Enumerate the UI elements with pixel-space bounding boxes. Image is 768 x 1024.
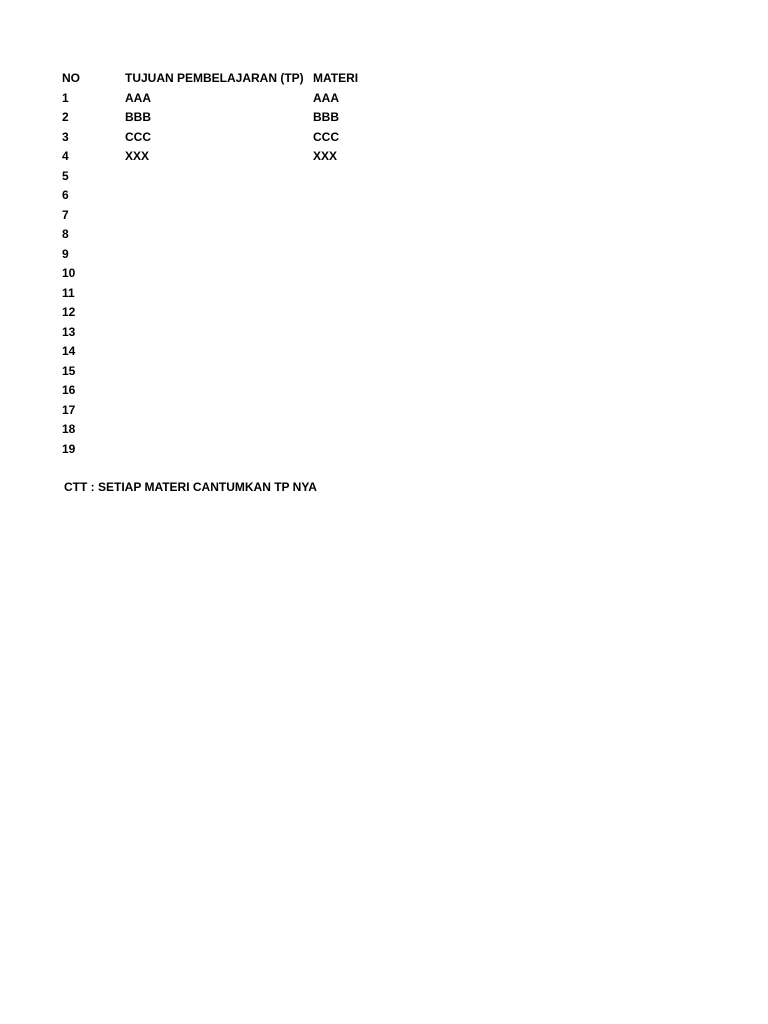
row-tp: BBB [125,110,151,124]
row-materi [313,245,433,265]
row-number: 1 [62,90,69,105]
row-materi [313,420,433,440]
table-row [62,225,433,245]
table-row [62,401,433,421]
table-body [62,89,433,460]
table-row [62,284,433,304]
table-row [62,186,433,206]
row-materi: AAA [313,90,339,105]
row-number: 5 [62,168,69,183]
row-tp [125,206,313,226]
row-tp [125,342,313,362]
row-materi: CCC [313,129,339,144]
row-tp [125,303,313,323]
row-materi [313,323,433,343]
row-number: 6 [62,188,69,202]
row-number: 13 [62,324,76,339]
table-header [62,69,433,89]
row-tp [125,186,313,206]
row-number: 15 [62,363,76,378]
header-no: NO [62,71,80,85]
row-materi [313,225,433,245]
row-number: 2 [62,110,69,124]
row-tp [125,381,313,401]
row-materi [313,342,433,362]
table-row [62,342,433,362]
row-tp [125,323,313,343]
row-materi [313,167,433,187]
row-tp [125,420,313,440]
row-materi: BBB [313,110,339,124]
table-row [62,381,433,401]
table-row [62,440,433,460]
table-row [62,323,433,343]
table-row [62,167,433,187]
row-number: 3 [62,129,69,144]
row-number: 12 [62,305,76,319]
table-row [62,303,433,323]
header-materi: MATERI [313,71,359,85]
row-materi [313,381,433,401]
row-tp [125,167,313,187]
row-tp [125,264,313,284]
note-text: CTT : SETIAP MATERI CANTUMKAN TP NYA [64,480,317,494]
row-tp: AAA [125,90,151,105]
row-tp [125,401,313,421]
row-tp [125,362,313,382]
row-materi [313,186,433,206]
row-tp [125,440,313,460]
row-materi [313,206,433,226]
row-number: 10 [62,266,76,280]
row-number: 16 [62,383,76,397]
row-number: 4 [62,149,69,163]
table-row [62,147,433,167]
row-number: 18 [62,422,76,436]
row-materi [313,440,433,460]
table-row [62,264,433,284]
table-row [62,128,433,148]
row-tp: XXX [125,149,150,163]
row-materi [313,264,433,284]
row-tp [125,225,313,245]
row-number: 8 [62,227,69,241]
row-materi [313,401,433,421]
row-number: 14 [62,344,76,358]
table-row [62,108,433,128]
row-number: 17 [62,402,76,417]
row-tp: CCC [125,129,151,144]
table-row [62,362,433,382]
table-row [62,420,433,440]
row-tp [125,245,313,265]
table-row [62,245,433,265]
table-row [62,206,433,226]
row-number: 7 [62,207,69,222]
header-tujuan-pembelajaran: TUJUAN PEMBELAJARAN (TP) [125,71,304,85]
row-tp [125,284,313,304]
tp-materi-table [62,69,433,459]
row-materi [313,362,433,382]
table-row [62,89,433,109]
row-number: 9 [62,246,69,261]
row-materi [313,303,433,323]
row-materi: XXX [313,149,338,163]
row-number: 19 [62,441,76,456]
row-number: 11 [62,285,75,300]
header-row [62,69,433,89]
row-materi [313,284,433,304]
